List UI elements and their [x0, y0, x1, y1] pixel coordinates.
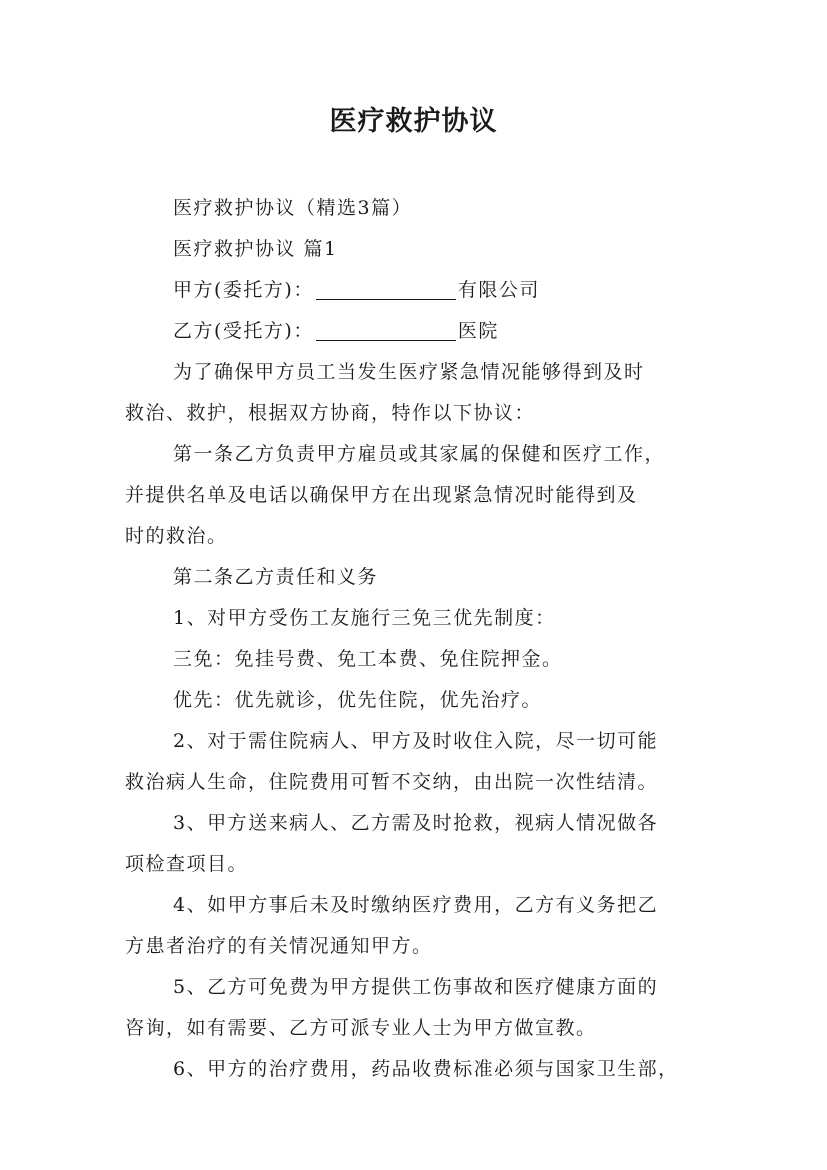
paragraph-line: 优先：优先就诊，优先住院，优先治疗。	[173, 689, 543, 711]
paragraph-line: 并提供名单及电话以确保甲方在出现紧急情况时能得到及	[125, 484, 638, 506]
section-heading: 医疗救护协议 篇1	[173, 238, 338, 260]
paragraph-line: 2、对于需住院病人、甲方及时收住入院，尽一切可能	[173, 730, 659, 752]
paragraph-line: 3、甲方送来病人、乙方需及时抢救，视病人情况做各	[173, 812, 659, 834]
paragraph-line: 方患者治疗的有关情况通知甲方。	[125, 935, 433, 957]
party-a-line	[125, 270, 715, 311]
paragraph-line: 咨询，如有需要、乙方可派专业人士为甲方做宣教。	[125, 1017, 597, 1039]
subtitle-line: 医疗救护协议（精选3篇）	[173, 197, 413, 219]
party-b-line	[125, 311, 715, 352]
paragraph-line: 救治、救护，根据双方协商，特作以下协议：	[125, 402, 536, 424]
paragraph-line: 1、对甲方受伤工友施行三免三优先制度：	[173, 607, 556, 629]
party-b-suffix: 医院	[457, 320, 499, 342]
party-a-blank	[316, 277, 456, 300]
paragraph-line: 三免：免挂号费、免工本费、免住院押金。	[173, 648, 563, 670]
document-body	[125, 188, 715, 1090]
paragraph-line: 4、如甲方事后未及时缴纳医疗费用，乙方有义务把乙	[173, 894, 659, 916]
paragraph-line: 为了确保甲方员工当发生医疗紧急情况能够得到及时	[173, 361, 645, 383]
party-a-label: 甲方(委托方)：	[173, 279, 314, 301]
paragraph-line: 救治病人生命，住院费用可暂不交纳，由出院一次性结清。	[125, 771, 659, 793]
party-b-blank	[316, 318, 456, 341]
paragraph-line: 项检查项目。	[125, 853, 249, 875]
party-a-suffix: 有限公司	[457, 279, 540, 301]
paragraph-line: 5、乙方可免费为甲方提供工伤事故和医疗健康方面的	[173, 976, 659, 998]
paragraph-line: 第二条乙方责任和义务	[173, 566, 379, 588]
paragraph-line: 6、甲方的治疗费用，药品收费标准必须与国家卫生部，	[173, 1058, 679, 1080]
paragraph-line: 时的救治。	[125, 525, 228, 547]
document-title: 医疗救护协议	[329, 106, 498, 137]
paragraph-line: 第一条乙方负责甲方雇员或其家属的保健和医疗工作，	[173, 443, 666, 465]
party-b-label: 乙方(受托方)：	[173, 320, 314, 342]
